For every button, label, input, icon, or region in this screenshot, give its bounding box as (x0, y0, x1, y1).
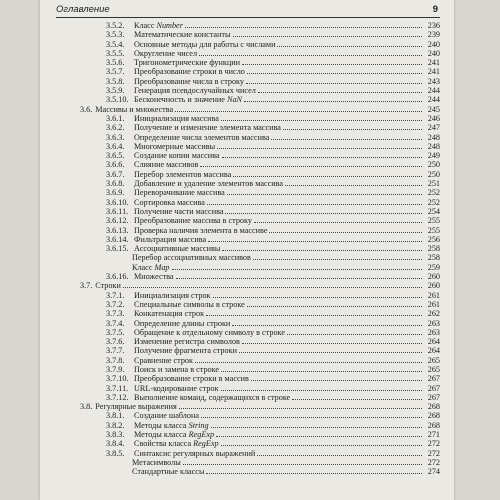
toc-entry-number: 3.6.2. (106, 123, 125, 133)
toc-entry (56, 49, 440, 58)
toc-entry-title: Основные методы для работы с числами (134, 39, 276, 49)
dot-leader (221, 365, 422, 372)
toc-entry-page: 241 (427, 67, 440, 77)
toc-entry-page: 250 (427, 169, 440, 179)
toc-entry (56, 67, 440, 76)
toc-entry-page: 264 (427, 337, 440, 347)
toc-entry (56, 170, 440, 179)
table-of-contents (56, 21, 440, 477)
toc-entry-page: 265 (427, 355, 440, 365)
toc-entry-number: 3.5.8. (106, 76, 125, 86)
dot-leader (206, 309, 422, 316)
toc-entry-title: Преобразование строки в число (134, 67, 245, 77)
toc-entry-title: Проверка наличия элемента в массиве (134, 225, 268, 235)
toc-entry (56, 114, 440, 123)
toc-entry-page: 263 (427, 318, 440, 328)
dot-leader (233, 30, 423, 37)
toc-entry-page: 261 (427, 299, 440, 309)
toc-entry-number: 3.6.9. (106, 188, 125, 198)
toc-entry-title: Обращение к отдельному символу в строке (134, 327, 285, 337)
toc-entry-page: 239 (427, 30, 440, 40)
running-header (56, 4, 440, 18)
dot-leader (247, 300, 422, 307)
toc-entry (56, 337, 440, 346)
toc-entry-number: 3.6.10. (106, 197, 129, 207)
toc-entry-title: Методы класса String (134, 420, 209, 430)
toc-entry-title: Класс Map (132, 262, 170, 272)
toc-entry (56, 207, 440, 216)
dot-leader (227, 188, 422, 195)
toc-entry-page: 250 (427, 160, 440, 170)
toc-entry-title: Получение и изменение элемента массива (134, 123, 281, 133)
toc-entry-title-emphasis: NaN (226, 95, 243, 105)
toc-entry-page: 264 (427, 346, 440, 356)
dot-leader (199, 49, 422, 56)
toc-entry-title-emphasis: RegExp (193, 439, 219, 449)
toc-entry (56, 356, 440, 365)
toc-entry-number: 3.7.9. (106, 364, 125, 374)
toc-entry-number: 3.8.2. (106, 420, 125, 430)
toc-entry (56, 281, 440, 290)
toc-entry-number: 3.6.1. (106, 113, 125, 123)
toc-entry-title: Тригонометрические функции (134, 58, 241, 68)
toc-entry (56, 458, 440, 467)
toc-entry (56, 151, 440, 160)
dot-leader (179, 402, 422, 409)
toc-entry-page: 255 (427, 216, 440, 226)
toc-entry-page: 247 (427, 123, 440, 133)
dot-leader (225, 207, 422, 214)
toc-entry-number: 3.7.11. (106, 383, 129, 393)
toc-entry (56, 21, 440, 30)
toc-entry-title: Массивы и множества (95, 104, 174, 114)
header-title: Оглавление (56, 4, 110, 15)
toc-entry (56, 142, 440, 151)
dot-leader (217, 142, 422, 149)
toc-entry-title: Определение длины строки (134, 318, 231, 328)
dot-leader (222, 244, 422, 251)
toc-entry-number: 3.5.4. (106, 39, 125, 49)
toc-entry-number: 3.6.14. (106, 234, 129, 244)
toc-entry-page: 258 (427, 253, 440, 263)
dot-leader (195, 356, 422, 363)
toc-entry (56, 179, 440, 188)
toc-entry-title: Бесконечность и значение NaN (134, 95, 243, 105)
dot-leader (253, 253, 422, 260)
toc-entry-title: Получение части массива (134, 206, 224, 216)
toc-entry-title: Получение фрагмента строки (134, 346, 237, 356)
toc-entry (56, 393, 440, 402)
dot-leader (277, 40, 422, 47)
toc-entry (56, 365, 440, 374)
toc-entry-title-emphasis: RegExp (188, 430, 215, 440)
dot-leader (257, 449, 422, 456)
toc-entry (56, 402, 440, 411)
toc-entry-title: Инициализация массива (134, 113, 219, 123)
dot-leader (206, 467, 422, 474)
toc-entry (56, 95, 440, 104)
toc-entry-title: Создание шаблона (134, 411, 199, 421)
toc-entry-number: 3.8.5. (106, 448, 125, 458)
toc-entry-title: Методы класса RegExp (134, 430, 215, 440)
dot-leader (216, 430, 422, 437)
dot-leader (201, 411, 422, 418)
toc-entry-title: Строки (95, 281, 121, 291)
toc-entry (56, 439, 440, 448)
toc-entry-title-emphasis: String (188, 420, 209, 430)
toc-entry (56, 160, 440, 169)
dot-leader (269, 226, 422, 233)
toc-entry-page: 267 (427, 374, 440, 384)
toc-entry-number: 3.7.1. (106, 290, 125, 300)
toc-entry-title: Конкатенация строк (134, 309, 205, 319)
toc-entry-page: 268 (427, 420, 440, 430)
toc-entry (56, 449, 440, 458)
toc-entry-title: Округление чисел (134, 48, 198, 58)
toc-entry-page: 249 (427, 151, 440, 161)
toc-entry-title: Стандартные классы (132, 467, 205, 477)
dot-leader (172, 263, 422, 270)
toc-entry-page: 255 (427, 225, 440, 235)
toc-entry-title: Синтаксис регулярных выражений (134, 448, 256, 458)
toc-entry-number: 3.7.10. (106, 374, 129, 384)
toc-entry (56, 253, 440, 262)
toc-entry-title: Слияние массивов (134, 160, 199, 170)
toc-entry-number: 3.7. (80, 281, 93, 291)
toc-entry-page: 258 (427, 244, 440, 254)
toc-entry-page: 240 (427, 48, 440, 58)
toc-entry (56, 263, 440, 272)
dot-leader (283, 123, 422, 130)
toc-entry (56, 40, 440, 49)
toc-entry-number: 3.5.10. (106, 95, 129, 105)
toc-entry-number: 3.7.7. (106, 346, 125, 356)
toc-entry-title: Преобразование массива в строку (134, 216, 252, 226)
toc-entry-number: 3.5.9. (106, 86, 125, 96)
dot-leader (258, 86, 422, 93)
toc-entry-page: 254 (427, 206, 440, 216)
toc-entry-number: 3.8. (80, 402, 93, 412)
toc-entry (56, 216, 440, 225)
toc-entry-page: 267 (427, 392, 440, 402)
toc-entry (56, 77, 440, 86)
dot-leader (176, 272, 422, 279)
toc-entry-number: 3.5.5. (106, 48, 125, 58)
toc-entry-number: 3.6.6. (106, 160, 125, 170)
toc-entry-number: 3.6.5. (106, 151, 125, 161)
dot-leader (254, 216, 422, 223)
toc-entry-page: 241 (427, 58, 440, 68)
toc-entry-title: Определение числа элементов массива (134, 132, 270, 142)
toc-entry-title: Поиск и замена в строке (134, 364, 220, 374)
toc-entry (56, 188, 440, 197)
dot-leader (271, 133, 422, 140)
toc-entry-page: 262 (427, 309, 440, 319)
toc-entry-title: Свойства класса RegExp (134, 439, 219, 449)
toc-entry-title: Математические константы (134, 30, 231, 40)
toc-entry (56, 309, 440, 318)
toc-entry-number: 3.7.2. (106, 299, 125, 309)
toc-entry (56, 133, 440, 142)
toc-entry-title: URL-кодирование строк (134, 383, 219, 393)
toc-entry (56, 226, 440, 235)
toc-entry (56, 123, 440, 132)
toc-entry-title: Генерация псевдослучайных чисел (134, 86, 256, 96)
toc-entry-title: Преобразование числа в строку (134, 76, 245, 86)
dot-leader (246, 77, 422, 84)
toc-entry (56, 384, 440, 393)
dot-leader (251, 374, 422, 381)
dot-leader (221, 439, 422, 446)
toc-entry-title: Специальные символы в строке (134, 299, 245, 309)
toc-entry-title: Ассоциативные массивы (134, 244, 221, 254)
dot-leader (185, 21, 422, 28)
dot-leader (242, 58, 422, 65)
toc-entry-number: 3.5.6. (106, 58, 125, 68)
toc-entry-page: 248 (427, 141, 440, 151)
toc-entry-number: 3.7.8. (106, 355, 125, 365)
toc-entry (56, 467, 440, 476)
dot-leader (232, 319, 422, 326)
toc-entry-number: 3.6.15. (106, 244, 129, 254)
toc-entry-number: 3.5.7. (106, 67, 125, 77)
toc-entry-number: 3.6.7. (106, 169, 125, 179)
dot-leader (208, 235, 422, 242)
toc-entry-page: 243 (427, 76, 440, 86)
toc-entry-page: 252 (427, 197, 440, 207)
toc-entry (56, 374, 440, 383)
toc-entry (56, 430, 440, 439)
toc-entry-number: 3.6.16. (106, 272, 129, 282)
toc-entry-page: 244 (427, 95, 440, 105)
toc-entry-title-emphasis: Map (154, 262, 170, 272)
toc-entry-title: Изменение регистра символов (134, 337, 240, 347)
toc-entry-number: 3.7.12. (106, 392, 129, 402)
toc-entry-number: 3.6.12. (106, 216, 129, 226)
toc-entry-number: 3.7.6. (106, 337, 125, 347)
dot-leader (123, 281, 422, 288)
toc-entry (56, 30, 440, 39)
toc-entry (56, 319, 440, 328)
dot-leader (222, 151, 422, 158)
toc-entry (56, 86, 440, 95)
toc-entry-title: Класс Number (134, 21, 183, 30)
toc-entry-page: 265 (427, 364, 440, 374)
toc-entry-title: Переворачивание массива (134, 188, 225, 198)
toc-entry (56, 272, 440, 281)
dot-leader (247, 67, 422, 74)
toc-entry-number: 3.5.2. (106, 21, 125, 30)
toc-entry-page: 248 (427, 132, 440, 142)
toc-entry-page: 268 (427, 402, 440, 412)
toc-entry (56, 421, 440, 430)
toc-entry-page: 267 (427, 383, 440, 393)
toc-entry-page: 256 (427, 234, 440, 244)
toc-entry-title: Множества (134, 272, 174, 282)
toc-entry-page: 240 (427, 39, 440, 49)
toc-entry-number: 3.7.4. (106, 318, 125, 328)
book-page (40, 0, 454, 500)
toc-entry-title: Метасимволы (132, 457, 181, 467)
dot-leader (183, 458, 422, 465)
toc-entry-title: Сортировка массива (134, 197, 205, 207)
toc-entry-title: Многомерные массивы (134, 141, 216, 151)
toc-entry-title: Регулярные выражения (95, 402, 177, 412)
dot-leader (207, 198, 422, 205)
toc-entry-number: 3.6.3. (106, 132, 125, 142)
toc-entry-number: 3.6. (80, 104, 93, 114)
toc-entry-title: Перебор элементов массива (134, 169, 232, 179)
dot-leader (233, 170, 422, 177)
toc-entry-number: 3.6.13. (106, 225, 129, 235)
toc-entry (56, 198, 440, 207)
dot-leader (285, 179, 422, 186)
toc-entry-page: 245 (427, 104, 440, 114)
dot-leader (244, 95, 422, 102)
toc-entry-number: 3.6.8. (106, 179, 125, 189)
toc-entry-page: 259 (427, 262, 440, 272)
toc-entry-number: 3.5.3. (106, 30, 125, 40)
toc-entry-page: 271 (427, 430, 440, 440)
toc-entry-page: 251 (427, 179, 440, 189)
toc-entry-title: Добавление и удаление элементов массива (134, 179, 284, 189)
header-page-number: 9 (432, 4, 438, 15)
toc-entry-page: 261 (427, 290, 440, 300)
toc-entry-number: 3.8.3. (106, 430, 125, 440)
dot-leader (221, 114, 422, 121)
toc-entry-page: 263 (427, 327, 440, 337)
toc-entry (56, 411, 440, 420)
toc-entry (56, 105, 440, 114)
toc-entry (56, 58, 440, 67)
dot-leader (211, 421, 422, 428)
toc-entry (56, 235, 440, 244)
toc-entry (56, 300, 440, 309)
toc-entry-number: 3.7.3. (106, 309, 125, 319)
dot-leader (242, 337, 422, 344)
toc-entry-title: Перебор ассоциативных массивов (132, 253, 251, 263)
toc-entry-number: 3.8.4. (106, 439, 125, 449)
dot-leader (213, 291, 422, 298)
dot-leader (239, 346, 422, 353)
toc-entry-number: 3.7.5. (106, 327, 125, 337)
dot-leader (287, 328, 422, 335)
toc-entry-number: 3.8.1. (106, 411, 125, 421)
toc-entry-page: 260 (427, 281, 440, 291)
toc-entry (56, 244, 440, 253)
dot-leader (175, 105, 422, 112)
toc-entry-title: Инициализация строк (134, 290, 211, 300)
toc-entry-title-emphasis: Number (156, 21, 183, 30)
toc-entry-page: 246 (427, 113, 440, 123)
toc-entry-page: 236 (427, 21, 440, 30)
dot-leader (221, 384, 422, 391)
toc-entry (56, 328, 440, 337)
toc-entry-page: 268 (427, 411, 440, 421)
toc-entry-page: 244 (427, 86, 440, 96)
toc-entry-title: Выполнение команд, содержащихся в строке (134, 392, 291, 402)
toc-entry-title: Сравнение строк (134, 355, 193, 365)
toc-entry (56, 291, 440, 300)
toc-entry-page: 260 (427, 272, 440, 282)
dot-leader (200, 160, 422, 167)
toc-entry-page: 272 (427, 439, 440, 449)
toc-entry-title: Преобразование строки в массив (134, 374, 249, 384)
toc-entry-title: Создание копии массива (134, 151, 220, 161)
toc-entry-page: 252 (427, 188, 440, 198)
toc-entry-page: 272 (427, 448, 440, 458)
dot-leader (292, 393, 422, 400)
toc-entry-title: Фильтрация массива (134, 234, 207, 244)
toc-entry-number: 3.6.11. (106, 206, 129, 216)
toc-entry-number: 3.6.4. (106, 141, 125, 151)
toc-entry-page: 272 (427, 457, 440, 467)
toc-entry-page: 274 (427, 467, 440, 477)
toc-entry (56, 346, 440, 355)
